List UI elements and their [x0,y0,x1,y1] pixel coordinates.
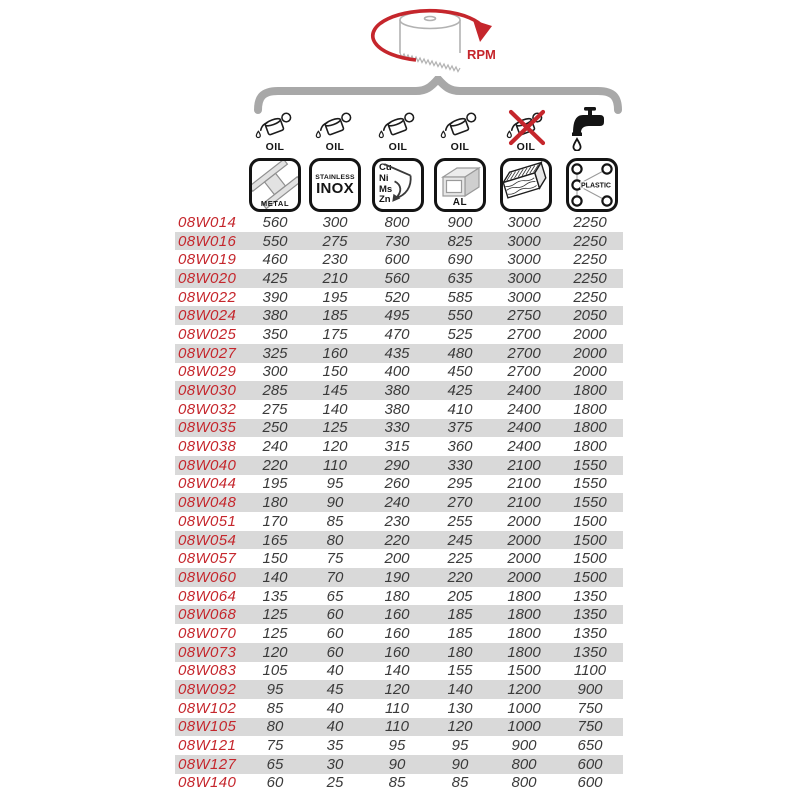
rpm-value: 1350 [573,643,607,661]
rpm-value: 1350 [573,624,607,642]
lubricant-col-inox [313,111,357,153]
rpm-value: 2000 [573,363,607,381]
rpm-label: RPM [467,47,496,62]
product-code: 08W016 [178,232,237,250]
product-code: 08W020 [178,269,237,287]
rpm-value: 450 [447,363,473,381]
material-box-aluminium [434,158,486,212]
table-row [175,662,623,681]
product-code: 08W038 [178,438,237,456]
rpm-value: 2750 [507,307,541,325]
rpm-value: 185 [447,606,473,624]
rpm-value: 60 [326,624,344,642]
oil-label: OIL [516,141,536,153]
table-row [175,531,623,550]
oil-drop-icon [256,131,260,137]
table-row [175,437,623,456]
rpm-value: 125 [262,624,288,642]
rpm-value: 3000 [507,251,541,269]
water-drop-icon [573,139,580,151]
table-row [175,568,623,587]
rpm-value: 60 [326,606,344,624]
rpm-value: 95 [326,475,344,493]
product-code: 08W127 [178,755,237,773]
rpm-value: 550 [262,232,288,250]
product-code: 08W024 [178,307,237,325]
rpm-value: 160 [384,606,410,624]
rpm-value: 360 [447,438,473,456]
rpm-value: 2000 [507,512,541,530]
table-row [175,755,623,774]
rpm-value: 525 [447,325,473,343]
product-code: 08W035 [178,419,237,437]
rpm-value: 2400 [507,419,541,437]
product-code: 08W019 [178,251,237,269]
rpm-value: 1800 [507,606,541,624]
rpm-value: 380 [384,400,410,418]
ni-label: Ni [379,172,389,184]
product-code: 08W054 [178,531,237,549]
rpm-value: 2250 [573,232,607,250]
rpm-value: 2700 [507,363,541,381]
rpm-value: 2000 [573,325,607,343]
rpm-value: 900 [511,737,537,755]
inox-label: INOX [316,179,354,197]
rpm-value: 520 [384,288,410,306]
rpm-value: 60 [266,774,284,792]
product-code: 08W040 [178,456,237,474]
table-row [175,381,623,400]
rpm-value: 110 [323,456,347,474]
oil-can-icon [438,111,482,141]
rpm-value: 3000 [507,213,541,231]
rpm-value: 800 [511,774,537,792]
rpm-value: 95 [266,681,284,699]
rpm-value: 160 [322,344,348,362]
lubricant-col-nonferrous [376,111,420,153]
table-row [175,456,623,475]
rpm-value: 40 [326,699,344,717]
metal-label: METAL [260,199,290,208]
rpm-value: 585 [447,288,473,306]
rpm-value: 120 [447,718,473,736]
rpm-value: 2000 [507,550,541,568]
rpm-value: 315 [384,438,410,456]
table-row [175,475,623,494]
rpm-value: 330 [384,419,410,437]
rpm-value: 135 [262,587,288,605]
product-code: 08W044 [178,475,237,493]
oil-can-icon [313,111,357,141]
rpm-value: 70 [326,568,344,586]
rpm-value: 220 [384,531,410,549]
rpm-value: 180 [447,643,473,661]
rpm-value: 690 [447,251,473,269]
table-row [175,213,623,232]
rpm-value: 85 [388,774,406,792]
rpm-value: 2100 [507,494,541,512]
hole-saw-icon [400,12,460,72]
table-row [175,344,623,363]
rpm-value: 85 [266,699,284,717]
rpm-value: 800 [511,755,537,773]
rpm-value: 150 [262,550,288,568]
rpm-value: 80 [266,718,284,736]
product-code: 08W027 [178,344,237,362]
rpm-value: 160 [384,643,410,661]
rpm-value: 90 [388,755,406,773]
rpm-value: 140 [384,662,410,680]
rpm-value: 410 [447,400,473,418]
table-row [175,232,623,251]
rpm-value: 270 [447,494,473,512]
rpm-value: 2250 [573,288,607,306]
rpm-value: 240 [384,494,410,512]
rpm-value: 2250 [573,213,607,231]
rpm-value: 125 [262,606,288,624]
table-row [175,325,623,344]
rpm-value: 2050 [573,307,607,325]
rpm-value: 380 [384,382,410,400]
rpm-value: 40 [326,718,344,736]
product-code: 08W102 [178,699,237,717]
table-row [175,288,623,307]
rpm-value: 750 [577,699,603,717]
table-row [175,363,623,382]
rpm-value: 635 [447,269,473,287]
product-code: 08W140 [178,774,237,792]
al-label: AL [452,197,468,208]
oil-drop-icon [379,131,383,137]
rpm-value: 1500 [573,550,607,568]
metal-chip-icon [375,163,421,211]
table-row [175,718,623,737]
cu-label: Cu [379,162,392,173]
rpm-value: 2700 [507,344,541,362]
rpm-value: 175 [322,325,348,343]
rpm-value: 1550 [573,494,607,512]
rpm-value: 1800 [573,419,607,437]
table-row [175,643,623,662]
rpm-value: 3000 [507,232,541,250]
rpm-value: 75 [326,550,344,568]
rpm-value: 750 [577,718,603,736]
product-code: 08W048 [178,494,237,512]
rpm-value: 85 [326,512,344,530]
rpm-value: 435 [384,344,410,362]
rpm-value: 75 [266,737,284,755]
rpm-value: 2000 [507,568,541,586]
rpm-value: 285 [262,382,288,400]
rpm-value: 140 [322,400,348,418]
rpm-value: 300 [262,363,288,381]
rpm-value: 330 [447,456,473,474]
rpm-value: 145 [322,382,348,400]
product-code: 08W073 [178,643,237,661]
material-box-metal [249,158,301,212]
rpm-value: 225 [447,550,473,568]
rpm-value: 120 [262,643,288,661]
product-code: 08W105 [178,718,237,736]
table-row [175,736,623,755]
rpm-value: 1800 [507,624,541,642]
rpm-value: 165 [262,531,288,549]
rpm-value: 275 [322,232,348,250]
stainless-label: STAINLESS [315,173,355,181]
rpm-value: 425 [447,382,473,400]
rpm-value: 65 [326,587,344,605]
product-code: 08W083 [178,662,237,680]
rpm-value: 90 [326,494,344,512]
rpm-value: 220 [447,568,473,586]
rpm-value: 300 [322,213,348,231]
oil-label: OIL [265,141,285,153]
rpm-value: 2400 [507,438,541,456]
oil-drop-icon [316,131,320,137]
rpm-value: 230 [384,512,410,530]
table-row [175,493,623,512]
rpm-value: 120 [322,438,348,456]
rpm-value: 1000 [507,699,541,717]
rpm-value: 25 [326,774,344,792]
product-code: 08W025 [178,325,237,343]
rpm-value: 240 [262,438,288,456]
table-row [175,400,623,419]
rpm-value: 1500 [573,512,607,530]
rpm-value: 190 [384,568,410,586]
rpm-value: 400 [384,363,410,381]
rpm-value: 290 [384,456,410,474]
rpm-value: 210 [322,269,348,287]
rpm-value: 65 [266,755,284,773]
rpm-value: 1500 [507,662,541,680]
rpm-value: 3000 [507,269,541,287]
rpm-value: 600 [384,251,410,269]
rpm-value: 650 [577,737,603,755]
rpm-value: 35 [326,737,344,755]
rpm-value: 220 [262,456,288,474]
rpm-value: 95 [451,737,469,755]
rpm-value: 2700 [507,325,541,343]
rpm-value: 295 [447,475,473,493]
rpm-value: 900 [447,213,473,231]
lubricant-col-metal [253,111,297,153]
rpm-value: 245 [447,531,473,549]
rpm-value: 2400 [507,400,541,418]
rpm-value: 470 [384,325,410,343]
rpm-value: 105 [262,662,288,680]
rpm-value: 380 [262,307,288,325]
rpm-value: 480 [447,344,473,362]
rpm-value: 260 [384,475,410,493]
no-oil-cross-icon [506,109,548,149]
table-row [175,512,623,531]
table-row [175,419,623,438]
rpm-value: 1100 [573,662,607,680]
rpm-value: 155 [447,662,473,680]
rpm-value: 2400 [507,382,541,400]
rpm-value: 1550 [573,456,607,474]
rpm-value: 2250 [573,251,607,269]
rpm-value: 80 [326,531,344,549]
rpm-value: 110 [385,699,409,717]
material-box-nonferrous [372,158,424,212]
rpm-value: 730 [384,232,410,250]
rpm-value: 560 [262,213,288,231]
table-row [175,269,623,288]
table-row [175,624,623,643]
rpm-value: 1800 [573,438,607,456]
rpm-value: 825 [447,232,473,250]
rpm-value: 1800 [573,400,607,418]
rpm-value: 2250 [573,269,607,287]
product-code: 08W051 [178,512,237,530]
oil-can-icon [253,111,297,141]
product-code: 08W022 [178,288,237,306]
rpm-value: 600 [577,755,603,773]
rpm-value: 250 [262,419,288,437]
oil-label: OIL [388,141,408,153]
product-code: 08W029 [178,363,237,381]
plastic-label: PLASTIC [581,182,611,190]
rpm-value: 90 [451,755,469,773]
product-code: 08W032 [178,400,237,418]
lubricant-col-aluminium [438,111,482,153]
product-code: 08W068 [178,606,237,624]
rpm-value: 60 [326,643,344,661]
rpm-value: 1500 [573,568,607,586]
product-code: 08W014 [178,213,237,231]
rpm-value: 140 [447,681,473,699]
rpm-value: 2100 [507,456,541,474]
rpm-value: 125 [322,419,348,437]
wood-planks-icon [503,161,549,209]
rpm-value: 2100 [507,475,541,493]
table-row [175,306,623,325]
rpm-value: 205 [447,587,473,605]
hole-saw-rpm-graphic [368,6,508,76]
rpm-value: 325 [262,344,288,362]
rpm-value: 375 [447,419,473,437]
rpm-value: 30 [326,755,344,773]
rpm-value: 130 [447,699,473,717]
rpm-value: 85 [451,774,469,792]
product-code: 08W070 [178,624,237,642]
table-row [175,774,623,793]
rpm-value: 185 [322,307,348,325]
rpm-value: 1800 [573,382,607,400]
rpm-value: 1350 [573,606,607,624]
material-box-inox [309,158,361,212]
rpm-value: 350 [262,325,288,343]
rpm-table [175,213,623,792]
rpm-value: 2000 [507,531,541,549]
material-box-wood [500,158,552,212]
rpm-value: 390 [262,288,288,306]
rpm-value: 140 [262,568,288,586]
rpm-value: 560 [384,269,410,287]
table-row [175,680,623,699]
rpm-value: 495 [384,307,410,325]
rpm-value: 110 [385,718,409,736]
rpm-value: 1800 [507,643,541,661]
rpm-value: 1500 [573,531,607,549]
rpm-value: 95 [388,737,406,755]
rpm-value: 230 [322,251,348,269]
rpm-value: 40 [326,662,344,680]
rpm-value: 45 [326,681,344,699]
table-row [175,250,623,269]
rpm-value: 800 [384,213,410,231]
rpm-value: 150 [322,363,348,381]
oil-can-icon [376,111,420,141]
product-code: 08W092 [178,681,237,699]
product-code: 08W121 [178,737,237,755]
rpm-value: 600 [577,774,603,792]
product-code: 08W030 [178,382,237,400]
rpm-value: 2000 [573,344,607,362]
table-row [175,549,623,568]
rpm-value: 180 [262,494,288,512]
rpm-value: 1550 [573,475,607,493]
zn-label: Zn [379,194,391,206]
rpm-value: 900 [577,681,603,699]
rpm-value: 170 [262,512,288,530]
rpm-value: 275 [262,400,288,418]
rpm-value: 3000 [507,288,541,306]
rpm-value: 460 [262,251,288,269]
water-tap-icon [570,107,610,151]
rpm-value: 120 [384,681,410,699]
oil-drop-icon [441,131,445,137]
table-row [175,699,623,718]
rpm-value: 550 [447,307,473,325]
rpm-value: 160 [384,624,410,642]
rpm-value: 425 [262,269,288,287]
polymer-icon [569,161,615,209]
table-row [175,587,623,606]
table-row [175,605,623,624]
rpm-value: 1350 [573,587,607,605]
rpm-value: 195 [322,288,348,306]
material-box-plastic [566,158,618,212]
ms-label: Ms [379,183,393,195]
rpm-value: 180 [384,587,410,605]
oil-label: OIL [450,141,470,153]
rpm-value: 255 [447,512,473,530]
product-code: 08W060 [178,568,237,586]
product-code: 08W057 [178,550,237,568]
rpm-value: 200 [384,550,410,568]
rpm-value: 1800 [507,587,541,605]
product-code: 08W064 [178,587,237,605]
saw-teeth [400,53,460,72]
rpm-value: 185 [447,624,473,642]
rpm-value: 1200 [507,681,541,699]
oil-label: OIL [325,141,345,153]
rpm-value: 1000 [507,718,541,736]
rpm-value: 195 [262,475,288,493]
